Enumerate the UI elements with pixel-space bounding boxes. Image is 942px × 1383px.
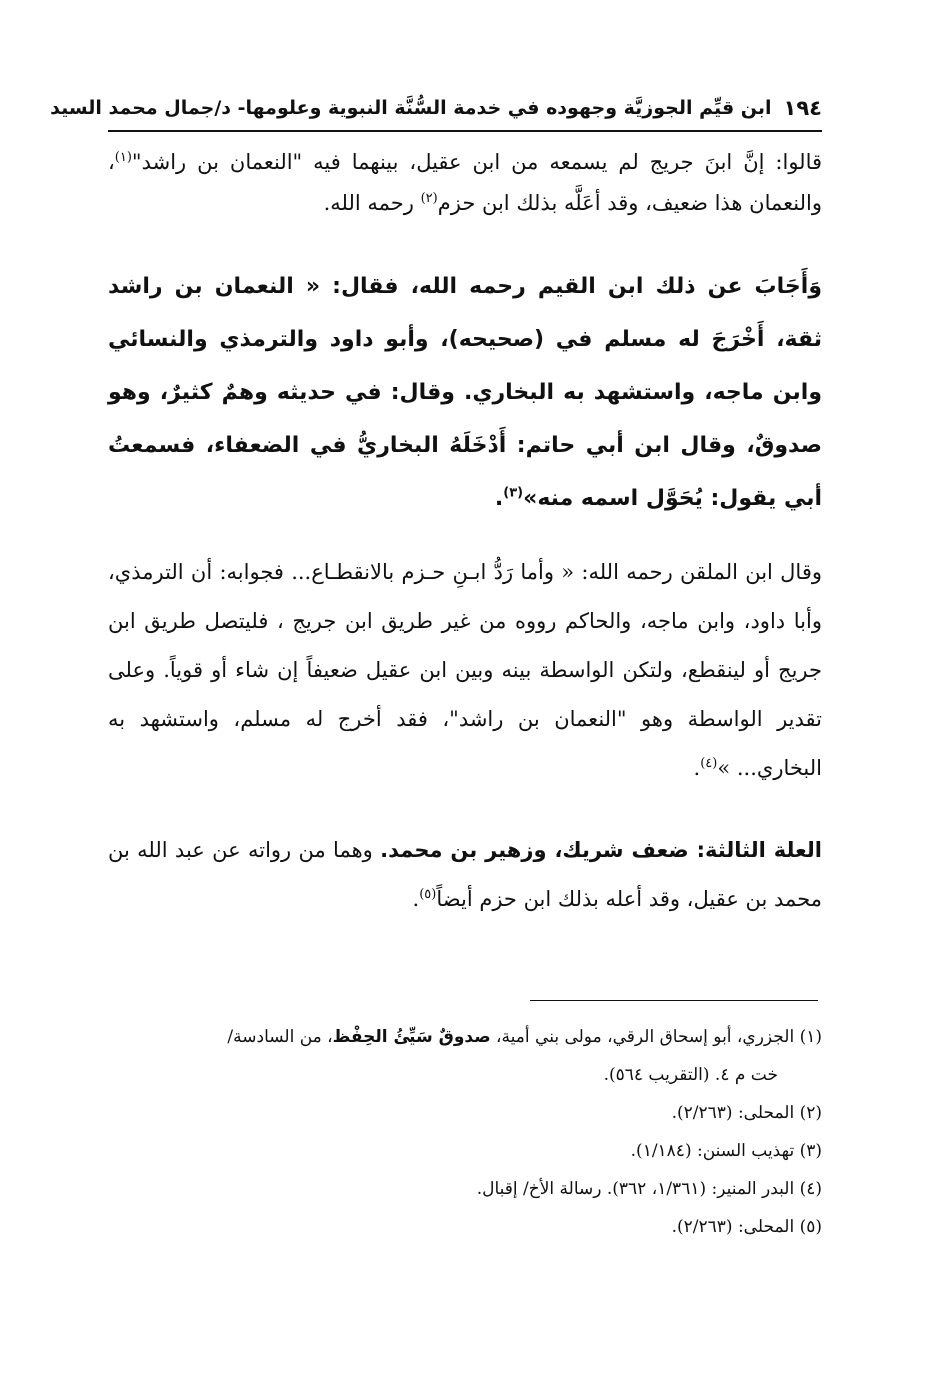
footnote-3: (٣) تهذيب السنن: (١/١٨٤). bbox=[630, 1141, 822, 1161]
footnote-ref-5: (٥) bbox=[419, 887, 437, 902]
footnote-ref-1: (١) bbox=[114, 150, 132, 165]
paragraph-3 bbox=[108, 548, 822, 793]
p4-text: وهما من رواته عن عبد الله بن محمد بن عقيل، وقد أعله بذلك ابن حزم أيضاً bbox=[108, 838, 822, 911]
footnotes bbox=[108, 1018, 822, 1246]
p3-end: . bbox=[693, 756, 701, 780]
p4-end: . bbox=[412, 887, 420, 911]
footnote-ref-4: (٤) bbox=[700, 756, 718, 771]
paragraph-1 bbox=[108, 142, 822, 224]
fn1-bold: صدوقٌ سَيِّئُ الحِفْظ bbox=[332, 1027, 491, 1047]
footnote-5: (٥) المحلى: (٢/٢٦٣). bbox=[671, 1217, 822, 1237]
footnote-2: (٢) المحلى: (٢/٢٦٣). bbox=[671, 1103, 822, 1123]
p2-text: وَأَجَابَ عن ذلك ابن القيم رحمه الله، فقال: « النعمان بن راشد ثقة، أَخْرَجَ له مسلم في (صحيحه)، وأبو داود والترمذي والنسائي وابن ماجه، واستشهد به البخاري. وقال: في حديثه وهمٌ كثيرٌ، وهو صدوقٌ، وقال ابن أبي حاتم: أَدْخَلَهُ البخاريُّ في الضعفاء، فسمعتُ أبي يقول: يُحَوَّل اسمه منه» bbox=[108, 274, 822, 511]
running-title: ابن قيِّم الجوزيَّة وجهوده في خدمة السُّنَّة النبوية وعلومها- د/جمال محمد السيد bbox=[50, 97, 772, 119]
paragraph-2 bbox=[108, 260, 822, 525]
footnote-ref-2: (٢) bbox=[420, 191, 438, 206]
footnote-ref-3: (٣) bbox=[503, 485, 524, 501]
p1-text-b: ، والنعمان هذا ضعيف، وقد أعَلَّه بذلك ابن حزم bbox=[108, 150, 822, 215]
p4-bold-lead: العلة الثالثة: ضعف شريك، وزهير بن محمد. bbox=[380, 838, 822, 862]
p1-text-c: رحمه الله. bbox=[323, 191, 421, 215]
footnote-separator bbox=[530, 1000, 818, 1001]
fn1-rest: ، من السادسة/ bbox=[227, 1027, 333, 1047]
p3-text: وقال ابن الملقن رحمه الله: « وأما رَدُّ ابـنِ حـزم بالانقطـاع... فجوابه: أن الترمذي، وأبا داود، وابن ماجه، والحاكم رووه من غير طريق ابن جريج ، فليتصل طريق ابن جريج أو لينقطع، ولتكن الواسطة بينه وبين ابن عقيل ضعيفاً إن شاء أو قوياً. وعلى تقدير الواسطة وهو "النعمان بن راشد"، فقد أخرج له مسلم، واستشهد به البخاري... » bbox=[108, 560, 822, 780]
footnote-4: (٤) البدر المنير: (١/٣٦١، ٣٦٢). رسالة الأخ/ إقبال. bbox=[476, 1179, 822, 1199]
paragraph-4 bbox=[108, 826, 822, 924]
page-header bbox=[50, 86, 822, 132]
footnote-1-continuation: خت م ٤. (التقريب ٥٦٤). bbox=[603, 1065, 778, 1085]
p2-end: . bbox=[494, 486, 504, 511]
footnote-1 bbox=[108, 1018, 822, 1056]
page-number: ١٩٤ bbox=[783, 96, 822, 120]
p1-text-a: قالوا: إنَّ ابنَ جريج لم يسمعه من ابن عقيل، بينهما فيه "النعمان بن راشد" bbox=[131, 150, 822, 174]
fn1-lead: (١) الجزري، أبو إسحاق الرقي، مولى بني أمية، bbox=[490, 1027, 822, 1047]
